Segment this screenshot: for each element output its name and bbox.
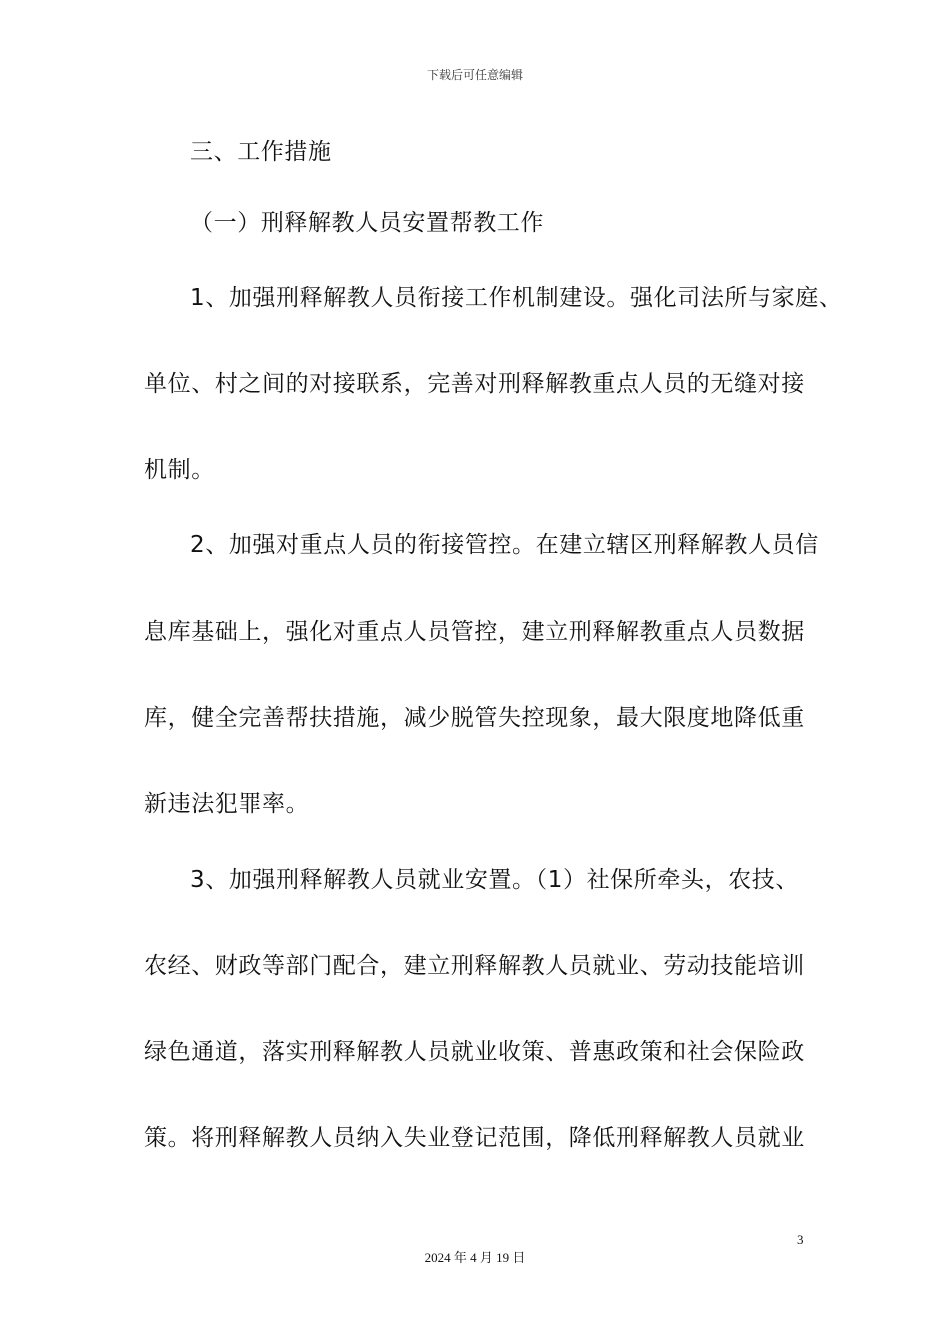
- section-heading: 三、工作措施: [190, 139, 332, 165]
- paragraph-line: 2、加强对重点人员的衔接管控。在建立辖区刑释解教人员信: [190, 532, 819, 558]
- page-number: 3: [797, 1232, 804, 1247]
- subsection-heading: （一）刑释解教人员安置帮教工作: [190, 210, 544, 236]
- paragraph-line: 单位、村之间的对接联系，完善对刑释解教重点人员的无缝对接: [144, 371, 805, 397]
- paragraph-line: 库，健全完善帮扶措施，减少脱管失控现象，最大限度地降低重: [144, 705, 805, 731]
- paragraph-line: 1、加强刑释解教人员衔接工作机制建设。强化司法所与家庭、: [190, 285, 843, 311]
- page-header: 下载后可任意编辑: [426, 68, 523, 82]
- paragraph-line: 策。将刑释解教人员纳入失业登记范围，降低刑释解教人员就业: [144, 1125, 805, 1151]
- paragraph-line: 农经、财政等部门配合，建立刑释解教人员就业、劳动技能培训: [144, 953, 805, 979]
- paragraph-line: 息库基础上，强化对重点人员管控，建立刑释解教重点人员数据: [144, 619, 805, 645]
- paragraph-line: 新违法犯罪率。: [144, 791, 310, 817]
- paragraph-line: 绿色通道，落实刑释解教人员就业收策、普惠政策和社会保险政: [144, 1039, 805, 1065]
- paragraph-line: 机制。: [144, 457, 215, 483]
- paragraph-line: 3、加强刑释解教人员就业安置。（1）社保所牵头，农技、: [190, 867, 799, 893]
- footer-date: 2024 年 4 月 19 日: [424, 1250, 526, 1265]
